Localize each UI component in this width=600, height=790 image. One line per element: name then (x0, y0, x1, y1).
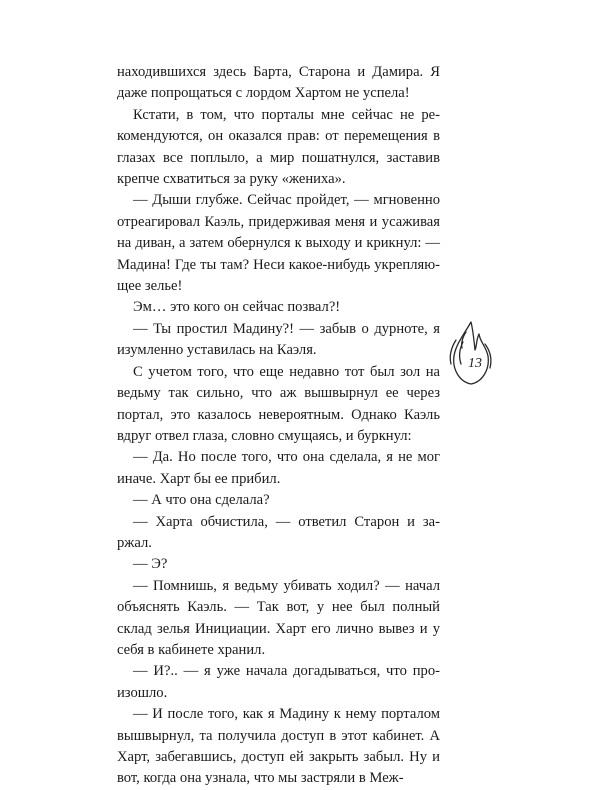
paragraph: Кстати, в том, что порталы мне сейчас не рекомендуются, он оказался прав: от перемещения в глазах все поплыло, а мир пошатнулся, заставив крепче схватиться за руку «жениха». (117, 106, 440, 188)
paragraph: — Ты простил Мадину?! — забыв о дурноте, я изумленно уставилась на Каэля. (117, 320, 440, 359)
paragraph: находившихся здесь Барта, Старона и Дамира. Я даже попрощаться с лордом Хартом не успела! (117, 64, 440, 102)
paragraph: — Харта обчистила, — ответил Старон и заржал. (117, 513, 440, 551)
paragraph: — А что она сделала? (133, 492, 270, 509)
paragraph: — Дыши глубже. Сейчас пройдет, — мгновенно отреагировал Каэль, придерживая меня и усаживая на диван, а затем обернулся к выходу и крикнул: — Мадина! Где ты там? Неси какое-нибудь укрепляющее зелье! (117, 192, 440, 295)
text-block (117, 62, 440, 790)
paragraph: — Помнишь, я ведьму убивать ходил? — начал объяснять Каэль. — Так вот, у нее был полный склад зелья Инициации. Харт его лично вывез и у себя в кабинете хранил. (117, 577, 440, 658)
page-number: 13 (468, 356, 482, 371)
paragraph: — И после того, как я Мадину к нему порталом вышвырнул, та получила доступ в этот кабинет. А Харт, забегавшись, доступ ей закрыть забыл. Ну и вот, когда она узнала, что мы застряли в Меж- (117, 706, 440, 787)
paragraph: — Э? (133, 556, 168, 573)
flame-icon (446, 318, 496, 390)
paragraph: Эм… это кого он сейчас позвал?! (133, 299, 341, 316)
paragraph: — Да. Но после того, что она сделала, я не мог иначе. Харт бы ее прибил. (117, 449, 440, 487)
paragraph: С учетом того, что еще недавно тот был зол на ведьму так сильно, что аж вышвырнул ее через портал, это казалось невероятным. Однако Каэль вдруг отвел глаза, словно смущаясь, и буркнул: (117, 363, 440, 444)
paragraph: — И?.. — я уже начала догадываться, что произошло. (117, 663, 440, 701)
